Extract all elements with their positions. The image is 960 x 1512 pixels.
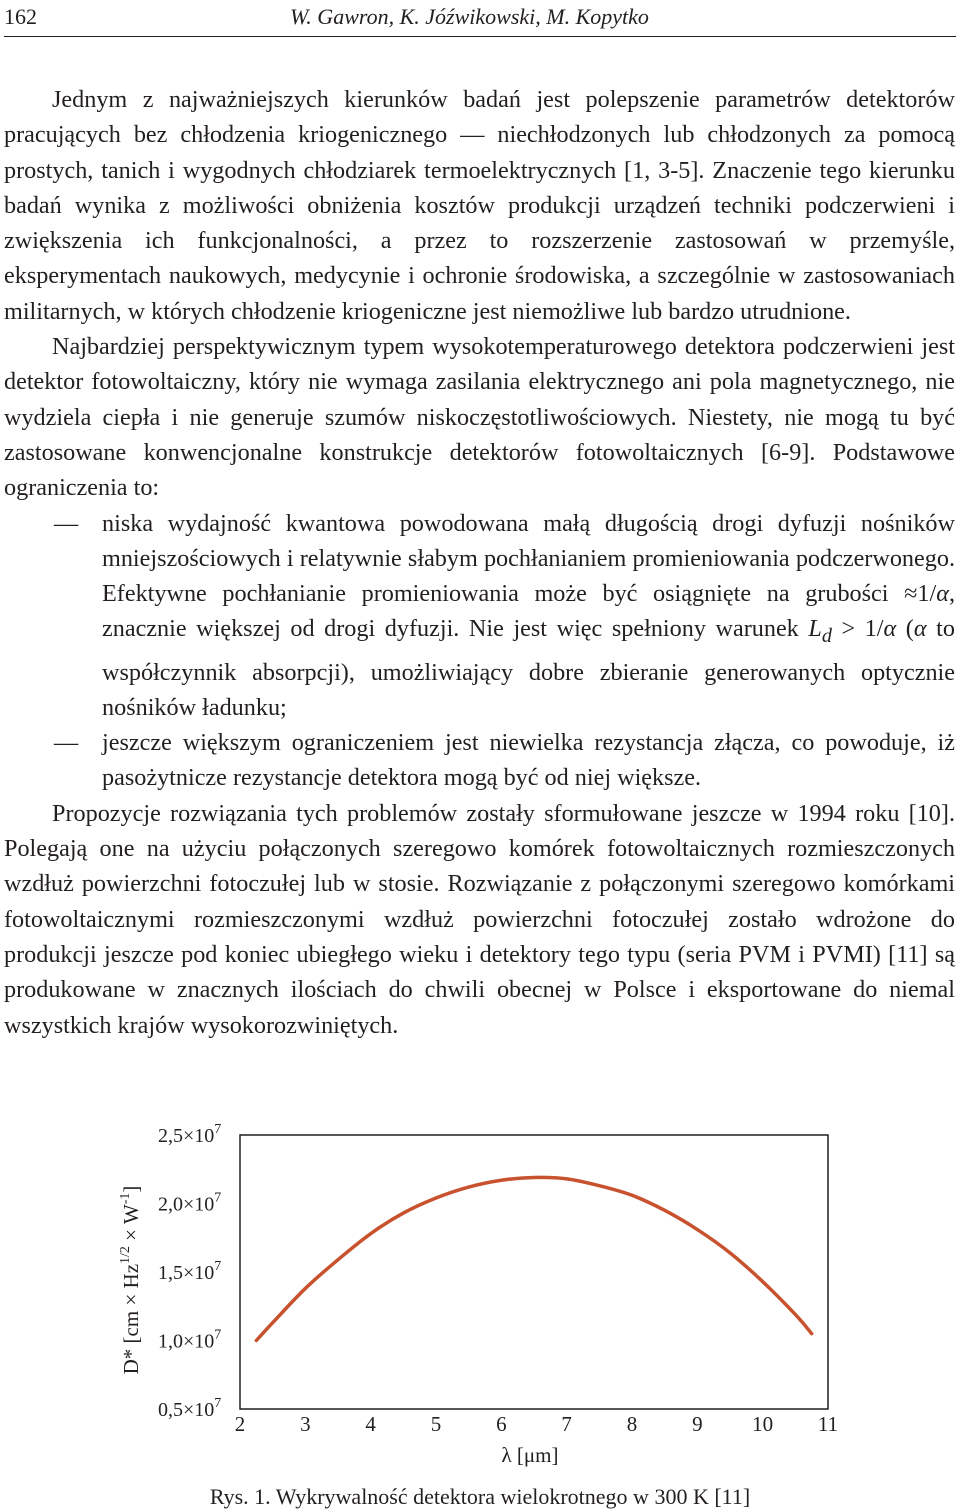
y-tick-label: $0,5\times 10^7$ <box>158 1396 222 1421</box>
y-tick-labels <box>158 1122 221 1421</box>
x-tick-labels <box>235 1412 838 1436</box>
x-tick-label: 2 <box>234 1412 246 1436</box>
x-axis-label: λ [μm] <box>501 1443 559 1467</box>
page-number: 162 <box>4 4 37 29</box>
paragraph-3: Propozycje rozwiązania tych problemów zostały sformułowane jeszcze w 1994 roku [10]. Polegają one na użyciu połączonych szeregowo komórek fotowoltaicznych rozmieszczonych wzdłuż powierzchni fotoczułej lub w stosie. Rozwiązanie z połączonymi szeregowo komórkami fotowoltaicznymi rozmieszczonymi wzdłuż powierzchni fotoczułej zostało wdrożone do produkcji jeszcze pod koniec ubiegłego wieku i detektory tego typu (seria PVM i PVMI) [11] są produkowane w znacznych ilościach do chwili obecnej w Polsce i eksportowane do niemal wszystkich krajów wysokorozwiniętych. <box>4 799 955 1039</box>
list-item-2: — jeszcze większym ograniczeniem jest niewielka rezystancja złącza, co powoduje, iż pasożytnicze rezystancje detektora mogą być od niej większe. <box>4 725 955 796</box>
y-axis-label: D* $[cm \times Hz^{1/2} \times W^{-1}]$ <box>118 1185 143 1375</box>
x-tick-label: 11 <box>817 1412 839 1436</box>
x-tick-label: 4 <box>365 1412 376 1436</box>
running-title: W. Gawron, K. Jóźwikowski, M. Kopytko <box>290 4 649 29</box>
paragraph-2: Najbardziej perspektywicznym typem wysokotemperaturowego detektora podczerwieni jest detektor fotowoltaiczny, który nie wymaga zasilania elektrycznego ani pola magnetycznego, nie wydziela ciepła i nie generuje szumów niskoczęstotliwościowych. Niestety, nie mogą tu być zastosowane konwencjonalne konstrukcje detektorów fotowoltaicznych [6-9]. Podstawowe ograniczenia to: <box>4 333 955 502</box>
y-tick-label: $1,5\times 10^7$ <box>158 1259 222 1284</box>
page-header <box>4 0 956 37</box>
y-tick-label: $2,0\times 10^7$ <box>158 1190 222 1216</box>
x-tick-label: 8 <box>626 1412 638 1436</box>
x-tick-label: 6 <box>496 1412 507 1436</box>
list-item-1: — niska wydajność kwantowa powodowana małą długością drogi dyfuzji nośników mniejszościowych i relatywnie słabym pochłanianiem promieniowania podczerwonego. Efektywne pochłanianie promieniowania może być osiągnięte na grubości ≈1/α, znacznie większej od drogi dyfuzji. Nie jest więc spełniony warunek $L_d > 1/\alpha$ (α to współczynnik absorpcji), umożliwiający dobre zbieranie generowanych optycznie nośników ładunku; <box>4 506 955 726</box>
detectivity-chart <box>0 1100 960 1480</box>
x-tick-label: 7 <box>561 1412 572 1436</box>
x-tick-label: 3 <box>300 1412 311 1436</box>
list-dash: — <box>54 729 79 757</box>
y-tick-label: $1,0\times 10^7$ <box>158 1327 222 1353</box>
x-tick-label: 5 <box>430 1412 442 1436</box>
body-text <box>4 82 955 1043</box>
series-line <box>256 1177 811 1340</box>
figure-caption: Rys. 1. Wykrywalność detektora wielokrotnego w 300 K [11] <box>209 1484 751 1509</box>
paragraph-1: Jednym z najważniejszych kierunków badań jest polepszenie parametrów detektorów pracujących bez chłodzenia kriogenicznego — niechłodzonych lub chłodzonych za pomocą prostych, tanich i wygodnych chłodziarek termoelektrycznych [1, 3-5]. Znaczenie tego kierunku badań wynika z możliwości obniżenia kosztów produkcji urządzeń techniki podczerwieni i zwiększenia ich funkcjonalności, a przez to rozszerzenie zastosowań w przemyśle, eksperymentach naukowych, medycynie i ochronie środowiska, a szczególnie w zastosowaniach militarnych, w których chłodzenie kriogeniczne jest niemożliwe lub bardzo utrudnione. <box>4 86 955 325</box>
figure-1 <box>0 1100 960 1512</box>
list-dash: — <box>54 509 79 537</box>
x-tick-label: 9 <box>692 1412 703 1436</box>
y-tick-label: $2,5\times 10^7$ <box>158 1122 222 1147</box>
x-tick-label: 10 <box>752 1412 774 1436</box>
